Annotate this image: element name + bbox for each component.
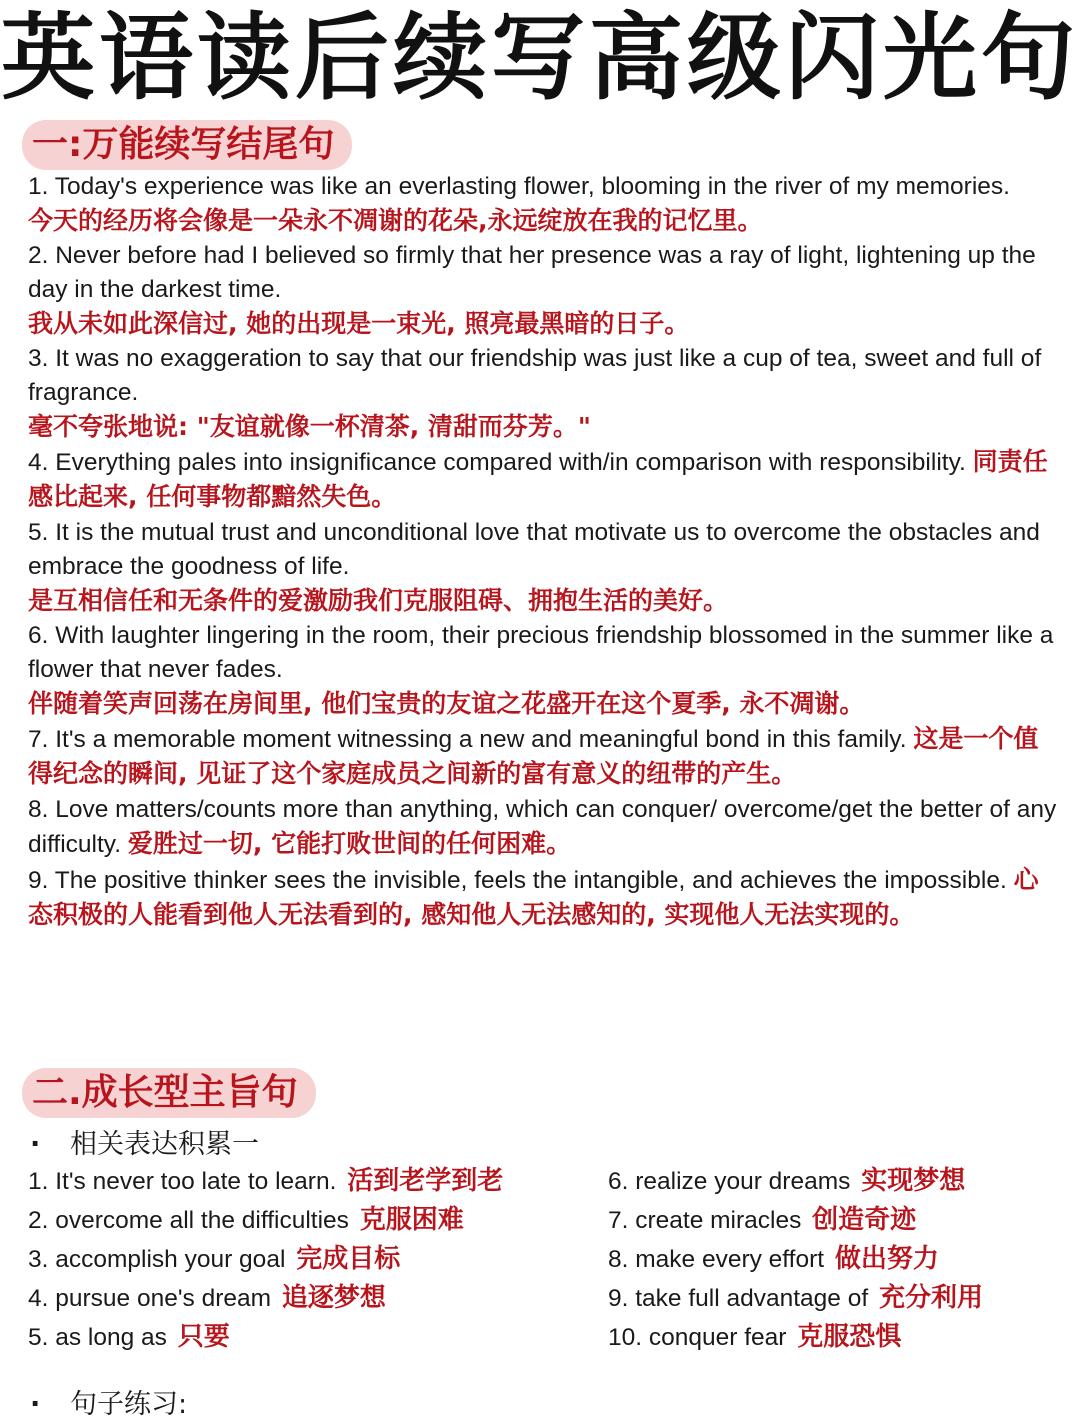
section-heading-endings: 一:万能续写结尾句 xyxy=(22,120,352,170)
phrase-english: 5. as long as xyxy=(28,1324,167,1351)
english-sentence: 4. Everything pales into insignificance compared with/in comparison with responsibility. xyxy=(28,449,966,476)
chinese-translation: 爱胜过一切, 它能打败世间的任何困难。 xyxy=(127,829,572,858)
phrase-column-left xyxy=(28,1162,503,1357)
phrase-item xyxy=(608,1201,983,1240)
list-item xyxy=(28,619,1058,721)
chinese-translation: 伴随着笑声回荡在房间里, 他们宝贵的友谊之花盛开在这个夏季, 永不凋谢。 xyxy=(28,689,865,718)
phrase-item xyxy=(28,1240,503,1279)
phrase-chinese: 充分利用 xyxy=(878,1283,983,1313)
phrase-english: 8. make every effort xyxy=(608,1246,825,1273)
phrase-english: 7. create miracles xyxy=(608,1207,802,1234)
chinese-translation: 我从未如此深信过, 她的出现是一束光, 照亮最黑暗的日子。 xyxy=(28,309,690,338)
phrase-english: 1. It's never too late to learn. xyxy=(28,1168,337,1195)
phrase-item xyxy=(608,1318,983,1357)
phrase-item xyxy=(608,1240,983,1279)
chinese-translation: 这是一个值得纪念的瞬间, 见证了这个家庭成员之间新的富有意义的纽带的产生。 xyxy=(28,724,1039,788)
subheading-practice xyxy=(30,1382,187,1421)
english-sentence: 9. The positive thinker sees the invisible, feels the intangible, and achieves the impossible. xyxy=(28,867,1007,894)
phrase-item xyxy=(28,1162,503,1201)
list-item xyxy=(28,170,1058,238)
chinese-translation: 毫不夸张地说: "友谊就像一杯清茶, 清甜而芬芳。" xyxy=(28,412,591,441)
chinese-translation: 今天的经历将会像是一朵永不凋谢的花朵,永远绽放在我的记忆里。 xyxy=(28,206,763,235)
subheading-label: 句子练习: xyxy=(70,1389,188,1420)
list-item xyxy=(28,722,1058,792)
phrase-chinese: 完成目标 xyxy=(296,1244,401,1274)
list-item xyxy=(28,239,1058,341)
phrase-english: 9. take full advantage of xyxy=(608,1285,869,1312)
phrase-item xyxy=(28,1201,503,1240)
page-title: 英语读后续写高级闪光句 xyxy=(0,4,1079,113)
phrase-english: 6. realize your dreams xyxy=(608,1168,851,1195)
phrase-english: 10. conquer fear xyxy=(608,1324,787,1351)
chinese-translation: 心态积极的人能看到他人无法看到的, 感知他人无法感知的, 实现他人无法实现的。 xyxy=(28,865,1039,929)
english-sentence: 2. Never before had I believed so firmly that her presence was a ray of light, lightening up the day in the darkest time. xyxy=(28,242,1036,303)
phrase-chinese: 创造奇迹 xyxy=(812,1205,917,1235)
phrase-english: 2. overcome all the difficulties xyxy=(28,1207,349,1234)
phrase-english: 4. pursue one's dream xyxy=(28,1285,272,1312)
english-sentence: 6. With laughter lingering in the room, their precious friendship blossomed in the summer like a flower that never fades. xyxy=(28,622,1054,683)
section-heading-growth: 二.成长型主旨句 xyxy=(22,1068,316,1118)
list-item xyxy=(28,793,1058,862)
phrase-item xyxy=(28,1279,503,1318)
list-item xyxy=(28,516,1058,618)
bullet-dot: · xyxy=(30,1129,41,1160)
phrase-chinese: 做出努力 xyxy=(834,1244,939,1274)
phrase-chinese: 克服困难 xyxy=(359,1205,464,1235)
phrase-column-right xyxy=(608,1162,983,1357)
phrase-item xyxy=(608,1279,983,1318)
list-item xyxy=(28,445,1058,515)
chinese-translation: 是互相信任和无条件的爱激励我们克服阻碍、拥抱生活的美好。 xyxy=(28,586,729,615)
bullet-dot: · xyxy=(30,1389,41,1420)
phrase-chinese: 追逐梦想 xyxy=(281,1283,386,1313)
english-sentence: 8. Love matters/counts more than anything, which can conquer/ overcome/get the better of any difficulty. xyxy=(28,796,1057,858)
phrase-item xyxy=(608,1162,983,1201)
english-sentence: 1. Today's experience was like an everlasting flower, blooming in the river of my memories. xyxy=(28,173,1010,200)
phrase-chinese: 活到老学到老 xyxy=(347,1166,504,1196)
phrase-chinese: 只要 xyxy=(177,1322,230,1352)
english-sentence: 5. It is the mutual trust and unconditional love that motivate us to overcome the obstacles and embrace the goodness of life. xyxy=(28,519,1040,580)
english-sentence: 3. It was no exaggeration to say that our friendship was just like a cup of tea, sweet and full of fragrance. xyxy=(28,345,1042,406)
phrase-item xyxy=(28,1318,503,1357)
list-item xyxy=(28,342,1058,444)
chinese-translation: 同责任感比起来, 任何事物都黯然失色。 xyxy=(28,447,1048,511)
phrase-chinese: 克服恐惧 xyxy=(797,1322,902,1352)
subheading-label: 相关表达积累一 xyxy=(70,1129,259,1160)
english-sentence: 7. It's a memorable moment witnessing a new and meaningful bond in this family. xyxy=(28,726,907,753)
list-item xyxy=(28,863,1058,933)
ending-sentence-list xyxy=(28,170,1058,934)
subheading-expressions xyxy=(30,1122,259,1161)
phrase-english: 3. accomplish your goal xyxy=(28,1246,286,1273)
phrase-chinese: 实现梦想 xyxy=(861,1166,966,1196)
